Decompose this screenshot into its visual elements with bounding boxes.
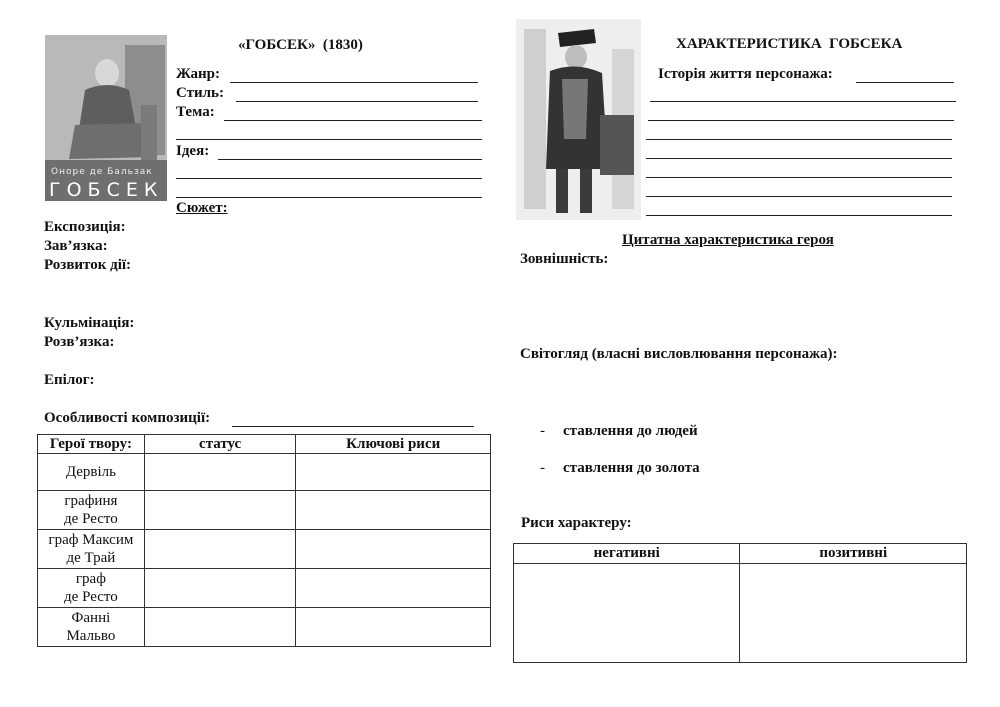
idea-line-1[interactable]: [218, 159, 482, 160]
idea-line-3[interactable]: [176, 197, 482, 198]
life-history-line-3[interactable]: [646, 139, 952, 140]
hero-status-cell[interactable]: [144, 530, 296, 569]
genre-label: Жанр:: [176, 66, 220, 82]
exposition-label: Експозиція:: [44, 219, 126, 235]
development-label: Розвиток дії:: [44, 257, 132, 273]
hero-status-cell[interactable]: [144, 569, 296, 608]
life-history-line-2[interactable]: [648, 120, 954, 121]
hero-name: графиня де Ресто: [38, 491, 145, 530]
hero-name: Фанні Мальво: [38, 608, 145, 647]
life-history-line-1[interactable]: [650, 101, 956, 102]
attitude-gold-label: ставлення до золота: [563, 460, 700, 476]
hero-traits-cell[interactable]: [296, 491, 491, 530]
style-label: Стиль:: [176, 85, 224, 101]
table-row: [38, 491, 491, 530]
genre-line[interactable]: [230, 82, 478, 83]
hero-traits-cell[interactable]: [296, 530, 491, 569]
theme-label: Тема:: [176, 104, 215, 120]
hero-status-cell[interactable]: [144, 454, 296, 491]
header-key-traits: Ключові риси: [296, 435, 491, 454]
header-negative: негативні: [514, 544, 740, 564]
traits-label: Риси характеру:: [521, 515, 632, 531]
bullet-dash-1: -: [540, 423, 545, 439]
hero-name: Дервіль: [38, 454, 145, 491]
heroes-table-header: [38, 435, 491, 454]
theme-line-2[interactable]: [176, 139, 482, 140]
standing-man-engraving: [516, 19, 641, 220]
resolution-label: Розв’язка:: [44, 334, 115, 350]
table-row: [514, 564, 967, 663]
header-status: статус: [144, 435, 296, 454]
traits-table: [513, 543, 967, 663]
idea-label: Ідея:: [176, 143, 210, 159]
negative-traits-cell[interactable]: [514, 564, 740, 663]
style-line[interactable]: [236, 101, 478, 102]
cover-author: Оноре де Бальзак: [51, 167, 153, 177]
life-history-label: Історія життя персонажа:: [658, 66, 833, 82]
climax-label: Кульмінація:: [44, 315, 135, 331]
header-positive: позитивні: [740, 544, 967, 564]
hero-traits-cell[interactable]: [296, 454, 491, 491]
cover-title: ГОБСЕК: [49, 179, 164, 201]
attitude-people-label: ставлення до людей: [563, 423, 698, 439]
appearance-label: Зовнішність:: [520, 251, 609, 267]
traits-table-header: [514, 544, 967, 564]
book-cover-image: [45, 35, 167, 201]
characteristic-title: ХАРАКТЕРИСТИКА ГОБСЕКА: [676, 36, 903, 52]
composition-label: Особливості композиції:: [44, 410, 211, 426]
hero-traits-cell[interactable]: [296, 608, 491, 647]
life-history-line-0[interactable]: [856, 82, 954, 83]
hero-name: граф де Ресто: [38, 569, 145, 608]
idea-line-2[interactable]: [176, 178, 482, 179]
hero-name: граф Максим де Трай: [38, 530, 145, 569]
header-heroes: Герої твору:: [38, 435, 145, 454]
theme-line-1[interactable]: [224, 120, 482, 121]
life-history-line-7[interactable]: [646, 215, 952, 216]
bullet-dash-2: -: [540, 460, 545, 476]
plot-label: Сюжет:: [176, 200, 228, 216]
heroes-table: [37, 434, 491, 647]
life-history-line-5[interactable]: [646, 177, 952, 178]
gobseck-portrait-image: [516, 19, 641, 220]
quote-heading: Цитатна характеристика героя: [622, 232, 834, 248]
worldview-label: Світогляд (власні висловлювання персонажа):: [520, 346, 838, 362]
table-row: [38, 608, 491, 647]
work-title: «ГОБСЕК» (1830): [238, 37, 363, 53]
table-row: [38, 454, 491, 491]
hero-status-cell[interactable]: [144, 491, 296, 530]
table-row: [38, 530, 491, 569]
positive-traits-cell[interactable]: [740, 564, 967, 663]
composition-line[interactable]: [232, 426, 474, 427]
table-row: [38, 569, 491, 608]
hero-status-cell[interactable]: [144, 608, 296, 647]
life-history-line-6[interactable]: [646, 196, 952, 197]
epilogue-label: Епілог:: [44, 372, 95, 388]
setup-label: Зав’язка:: [44, 238, 108, 254]
life-history-line-4[interactable]: [646, 158, 952, 159]
hero-traits-cell[interactable]: [296, 569, 491, 608]
